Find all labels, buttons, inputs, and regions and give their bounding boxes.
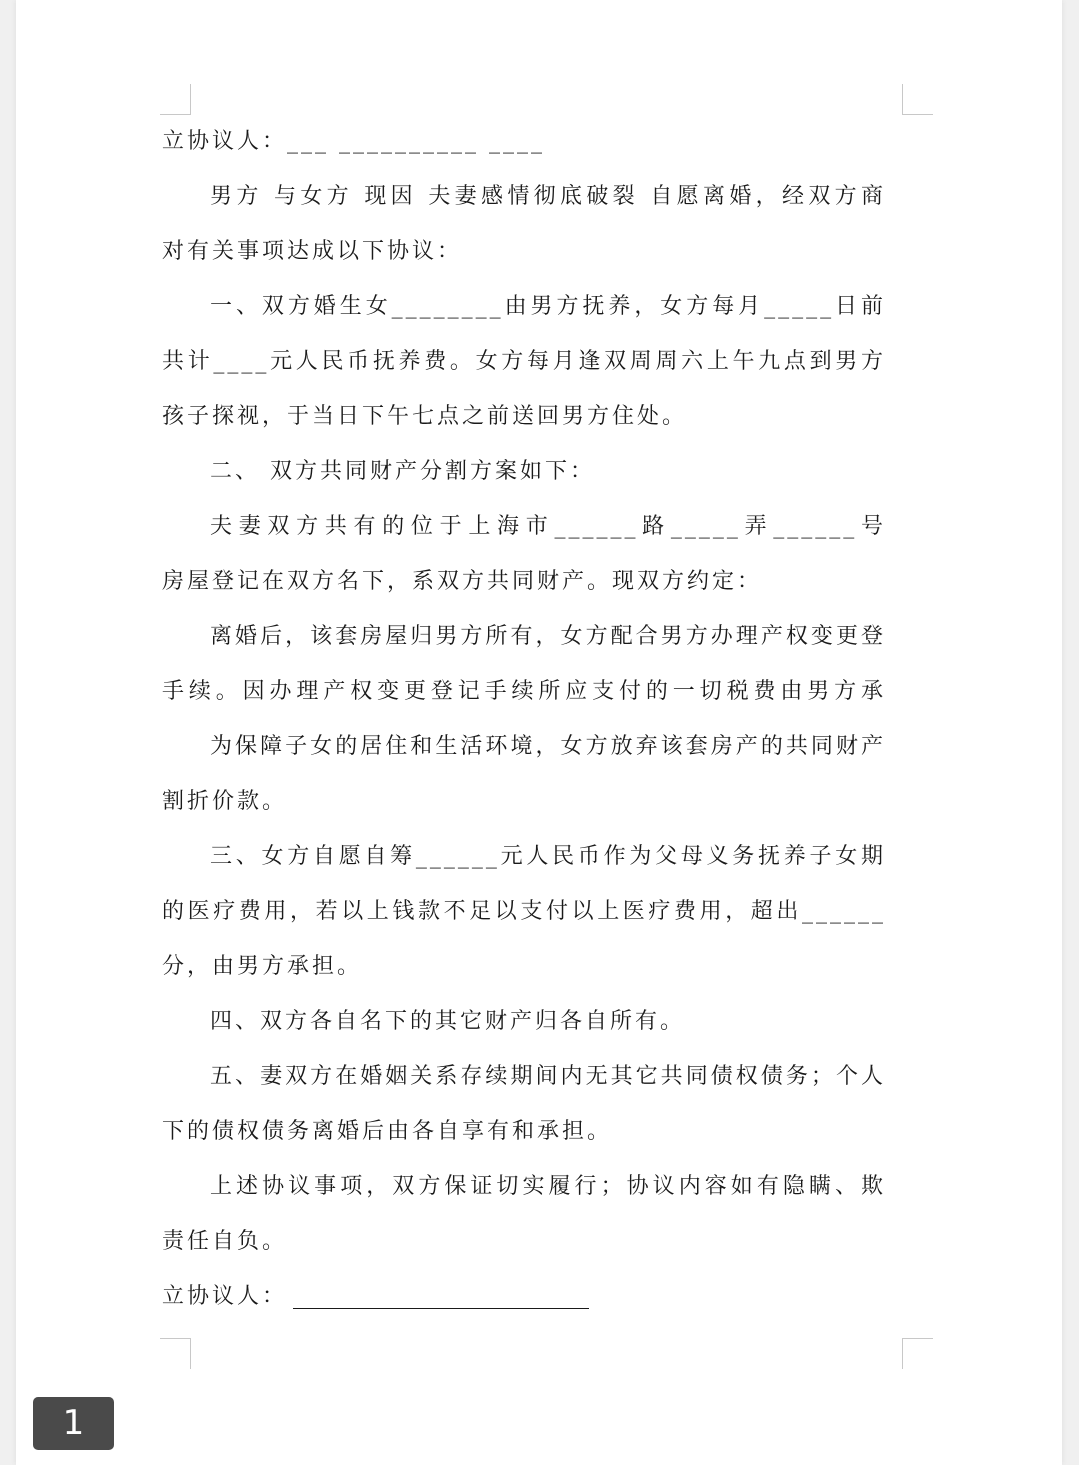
page-number-indicator[interactable]: 1 xyxy=(33,1397,114,1450)
intro-line-1: 男方 与女方 现因 夫妻感情彻底破裂 自愿离婚，经双方商 xyxy=(210,184,886,209)
crop-mark-bottom-left xyxy=(160,1338,191,1369)
crop-mark-bottom-right xyxy=(902,1338,933,1369)
clause-2-line-4: 手续。因办理产权变更登记手续所应支付的一切税费由男方承 xyxy=(162,679,886,704)
signature-label: 立协议人： xyxy=(162,1284,288,1309)
clause-3-line-2: 的医疗费用，若以上钱款不足以支付以上医疗费用，超出______ xyxy=(162,899,886,924)
crop-mark-top-right xyxy=(902,84,933,115)
clause-3-line-3: 分，由男方承担。 xyxy=(162,954,363,979)
party-line: 立协议人：___ __________ ____ xyxy=(162,129,545,154)
document-body xyxy=(162,114,886,1324)
crop-mark-top-left xyxy=(160,84,191,115)
closing-line-1: 上述协议事项，双方保证切实履行；协议内容如有隐瞒、欺 xyxy=(210,1174,886,1199)
clause-1-line-2: 共计____元人民币抚养费。女方每月逢双周周六上午九点到男方 xyxy=(162,349,886,374)
clause-2-line-3: 离婚后，该套房屋归男方所有，女方配合男方办理产权变更登 xyxy=(210,624,886,649)
signature-line xyxy=(162,1269,886,1324)
clause-5-line-2: 下的债权债务离婚后由各自享有和承担。 xyxy=(162,1119,613,1144)
clause-2-heading: 二、 双方共同财产分割方案如下： xyxy=(210,459,595,484)
clause-2-line-5: 为保障子女的居住和生活环境，女方放弃该套房产的共同财产 xyxy=(210,734,886,759)
clause-2-line-1: 夫妻双方共有的位于上海市______路_____弄______号 xyxy=(210,514,886,539)
signature-blank xyxy=(293,1286,589,1309)
clause-5-line-1: 五、妻双方在婚姻关系存续期间内无其它共同债权债务；个人 xyxy=(210,1064,886,1089)
intro-line-2: 对有关事项达成以下协议： xyxy=(162,239,463,264)
clause-1-line-3: 孩子探视，于当日下午七点之前送回男方住处。 xyxy=(162,404,688,429)
clause-3-line-1: 三、女方自愿自筹______元人民币作为父母义务抚养子女期 xyxy=(210,844,886,869)
clause-1-line-1: 一、双方婚生女________由男方抚养，女方每月_____日前 xyxy=(210,294,886,319)
clause-2-line-2: 房屋登记在双方名下，系双方共同财产。现双方约定： xyxy=(162,569,763,594)
closing-line-2: 责任自负。 xyxy=(162,1229,288,1254)
clause-2-line-6: 割折价款。 xyxy=(162,789,288,814)
clause-4-line: 四、双方各自名下的其它财产归各自所有。 xyxy=(210,1009,686,1034)
